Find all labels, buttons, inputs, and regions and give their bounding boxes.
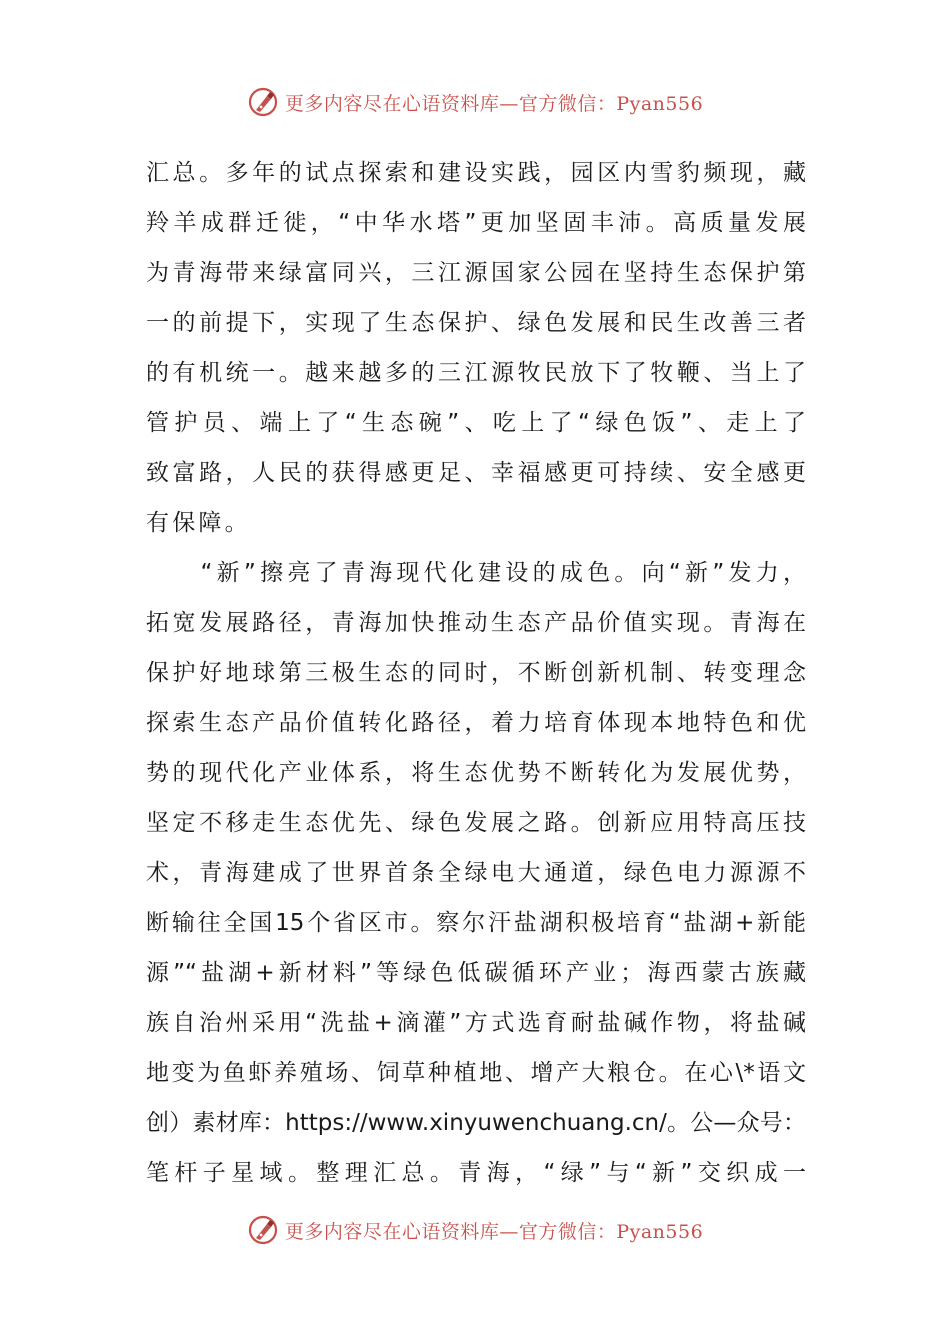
body-line: 的有机统一。越来越多的三江源牧民放下了牧鞭、当上了 — [146, 360, 806, 386]
body-line: 断输往全国15个省区市。察尔汗盐湖积极培育“盐湖+新能 — [146, 910, 806, 936]
body-line-paragraph-start: “新”擦亮了青海现代化建设的成色。向“新”发力， — [146, 560, 806, 586]
body-line: 拓宽发展路径，青海加快推动生态产品价值实现。青海在 — [146, 610, 806, 636]
body-line: 术，青海建成了世界首条全绿电大通道，绿色电力源源不 — [146, 860, 806, 886]
body-line: 羚羊成群迁徙，“中华水塔”更加坚固丰沛。高质量发展 — [146, 210, 806, 236]
header-watermark-text: 更多内容尽在心语资料库—官方微信：Pyan556 — [284, 92, 704, 115]
body-line: 一的前提下，实现了生态保护、绿色发展和民生改善三者 — [146, 310, 806, 336]
body-line: 为青海带来绿富同兴，三江源国家公园在坚持生态保护第 — [146, 260, 806, 286]
body-line: 探索生态产品价值转化路径，着力培育体现本地特色和优 — [146, 710, 806, 736]
body-line-paragraph-end: 有保障。 — [146, 510, 251, 536]
body-line: 笔杆子星域。整理汇总。青海，“绿”与“新”交织成一 — [146, 1160, 806, 1186]
document-body — [146, 148, 806, 1198]
footer-watermark-text: 更多内容尽在心语资料库—官方微信：Pyan556 — [284, 1220, 704, 1243]
body-line: 汇总。多年的试点探索和建设实践，园区内雪豹频现，藏 — [146, 160, 806, 186]
header-watermark-banner — [0, 82, 950, 122]
body-line: 保护好地球第三极生态的同时，不断创新机制、转变理念 — [146, 660, 806, 686]
pen-nib-logo-icon — [247, 86, 279, 118]
footer-watermark-banner — [0, 1210, 950, 1250]
body-line: 势的现代化产业体系，将生态优势不断转化为发展优势， — [146, 760, 806, 786]
body-line: 致富路，人民的获得感更足、幸福感更可持续、安全感更 — [146, 460, 806, 486]
body-line: 管护员、端上了“生态碗”、吃上了“绿色饭”、走上了 — [146, 410, 806, 436]
body-line: 坚定不移走生态优先、绿色发展之路。创新应用特高压技 — [146, 810, 806, 836]
body-line: 创）素材库：https://www.xinyuwenchuang.cn/。公—众号： — [146, 1110, 806, 1136]
body-line: 地变为鱼虾养殖场、饲草种植地、增产大粮仓。在心\*语文 — [146, 1060, 806, 1086]
body-line: 族自治州采用“洗盐+滴灌”方式选育耐盐碱作物，将盐碱 — [146, 1010, 806, 1036]
body-line: 源”“盐湖+新材料”等绿色低碳循环产业；海西蒙古族藏 — [146, 960, 806, 986]
pen-nib-logo-icon — [247, 1214, 279, 1246]
